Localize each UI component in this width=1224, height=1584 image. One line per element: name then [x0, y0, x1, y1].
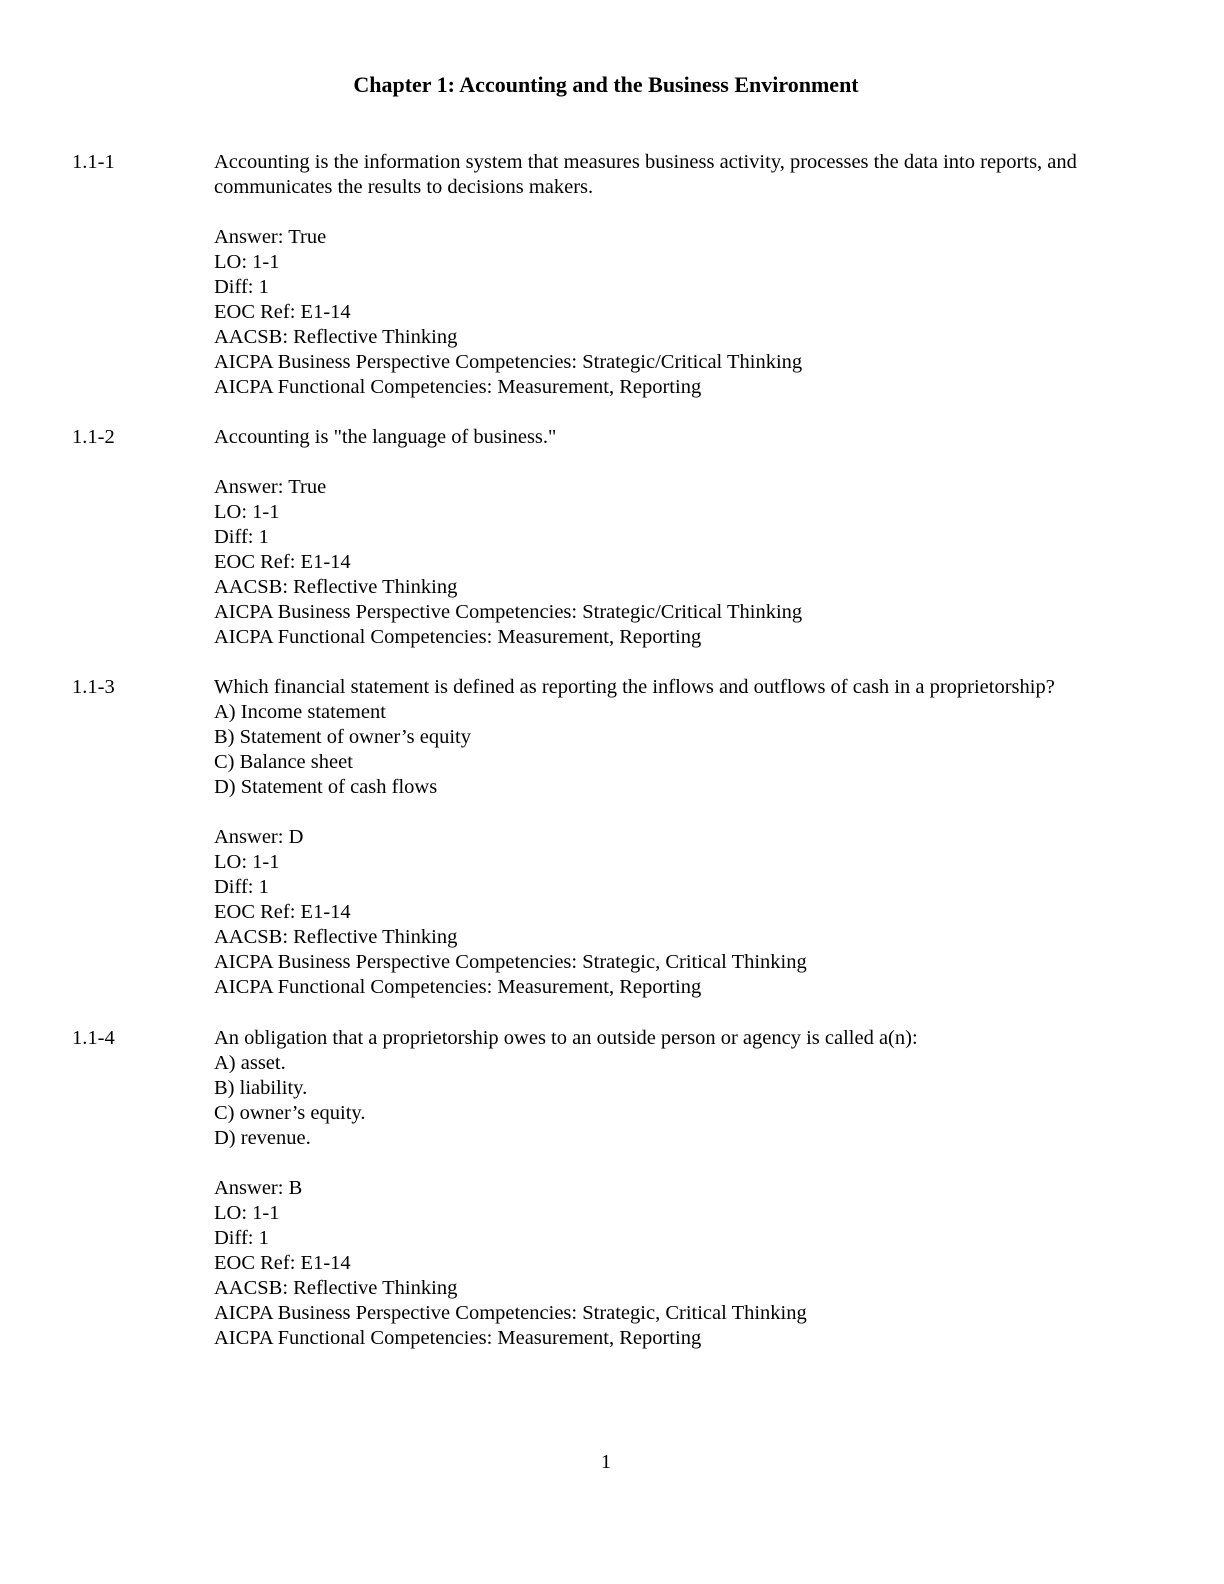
eoc-ref-line: EOC Ref: E1-14 — [214, 551, 351, 573]
answer-option-c: C) Balance sheet — [214, 751, 353, 773]
answer-option-c: C) owner’s equity. — [214, 1102, 366, 1124]
answer-option-d: D) Statement of cash flows — [214, 776, 438, 798]
question-number: 1.1-4 — [72, 1027, 115, 1049]
answer-line: Answer: D — [214, 826, 304, 848]
lo-line: LO: 1-1 — [214, 1202, 280, 1224]
answer-option-b: B) Statement of owner’s equity — [214, 726, 471, 748]
question-number: 1.1-1 — [72, 151, 115, 173]
aacsb-line: AACSB: Reflective Thinking — [214, 576, 458, 598]
question-body — [214, 425, 1164, 650]
aacsb-line: AACSB: Reflective Thinking — [214, 1277, 458, 1299]
question-number: 1.1-2 — [72, 426, 115, 448]
functional-competencies-line: AICPA Functional Competencies: Measurement, Reporting — [214, 1327, 702, 1349]
answer-line: Answer: True — [214, 226, 327, 248]
question-stem: Accounting is the information system that measures business activity, processes the data into reports, and — [214, 151, 1077, 173]
lo-line: LO: 1-1 — [214, 251, 280, 273]
aacsb-line: AACSB: Reflective Thinking — [214, 326, 458, 348]
question-body — [214, 150, 1164, 400]
question-body — [214, 675, 1164, 1000]
eoc-ref-line: EOC Ref: E1-14 — [214, 901, 351, 923]
answer-option-d: D) revenue. — [214, 1127, 311, 1149]
difficulty-line: Diff: 1 — [214, 1227, 269, 1249]
question-body — [214, 1026, 1164, 1351]
question-stem: Accounting is "the language of business." — [214, 426, 557, 448]
question-stem: Which financial statement is defined as reporting the inflows and outflows of cash in a proprietorship? — [214, 676, 1055, 698]
lo-line: LO: 1-1 — [214, 501, 280, 523]
answer-option-a: A) asset. — [214, 1052, 286, 1074]
difficulty-line: Diff: 1 — [214, 876, 269, 898]
business-competencies-line: AICPA Business Perspective Competencies: Strategic/Critical Thinking — [214, 601, 803, 623]
difficulty-line: Diff: 1 — [214, 526, 269, 548]
eoc-ref-line: EOC Ref: E1-14 — [214, 301, 351, 323]
question-stem: An obligation that a proprietorship owes to an outside person or agency is called a(n): — [214, 1027, 918, 1049]
functional-competencies-line: AICPA Functional Competencies: Measurement, Reporting — [214, 626, 702, 648]
chapter-title: Chapter 1: Accounting and the Business Environment — [353, 72, 859, 97]
aacsb-line: AACSB: Reflective Thinking — [214, 926, 458, 948]
business-competencies-line: AICPA Business Perspective Competencies: Strategic/Critical Thinking — [214, 351, 803, 373]
answer-line: Answer: True — [214, 476, 327, 498]
answer-option-b: B) liability. — [214, 1077, 308, 1099]
eoc-ref-line: EOC Ref: E1-14 — [214, 1252, 351, 1274]
question-stem-continued: communicates the results to decisions makers. — [214, 176, 594, 198]
difficulty-line: Diff: 1 — [214, 276, 269, 298]
question-number: 1.1-3 — [72, 676, 115, 698]
answer-line: Answer: B — [214, 1177, 303, 1199]
functional-competencies-line: AICPA Functional Competencies: Measurement, Reporting — [214, 376, 702, 398]
page-number: 1 — [600, 1451, 612, 1473]
lo-line: LO: 1-1 — [214, 851, 280, 873]
answer-option-a: A) Income statement — [214, 701, 386, 723]
functional-competencies-line: AICPA Functional Competencies: Measurement, Reporting — [214, 976, 702, 998]
business-competencies-line: AICPA Business Perspective Competencies: Strategic, Critical Thinking — [214, 1302, 807, 1324]
business-competencies-line: AICPA Business Perspective Competencies: Strategic, Critical Thinking — [214, 951, 807, 973]
